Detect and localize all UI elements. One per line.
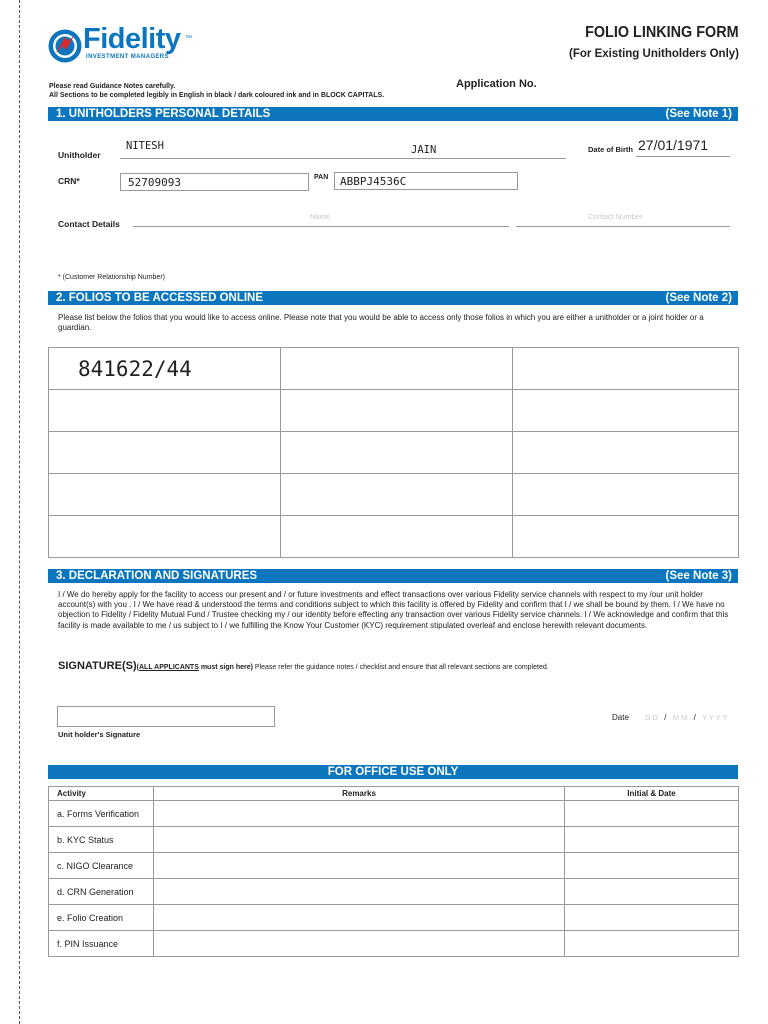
section-3-title: 3. DECLARATION AND SIGNATURES (56, 570, 258, 582)
crn-label: CRN* (58, 176, 80, 186)
folio-cell[interactable] (513, 348, 739, 390)
folio-cell[interactable] (281, 432, 513, 474)
unitholder-first-name: NITESH (126, 140, 164, 152)
office-use-title: FOR OFFICE USE ONLY (327, 766, 459, 778)
office-row (49, 853, 739, 879)
folio-cell[interactable] (513, 516, 739, 558)
folios-table (48, 347, 739, 558)
section-1-header (48, 107, 738, 121)
date-field[interactable] (612, 713, 728, 722)
office-row (49, 801, 739, 827)
office-use-header (48, 765, 738, 779)
contact-number-line[interactable] (516, 226, 730, 227)
unitholder-last-name: JAIN (411, 144, 437, 156)
folio-number (281, 357, 310, 381)
section-2-title: 2. FOLIOS TO BE ACCESSED ONLINE (56, 292, 264, 304)
form-title: FOLIO LINKING FORM (585, 24, 739, 41)
fidelity-globe-icon (47, 28, 83, 64)
date-mm: M M (672, 713, 688, 722)
cut-line (19, 0, 20, 1024)
section-2-header (48, 291, 738, 305)
folio-number (49, 399, 78, 423)
folio-cell[interactable] (281, 474, 513, 516)
folios-instruction: Please list below the folios that you would like to access online. Please note that you would be able to access only those folios in which you are either a unitholder or a joint holder or a guardian. (58, 313, 704, 333)
office-activity: a. Forms Verification (49, 801, 154, 827)
date-sep-1: / (664, 713, 667, 722)
folio-cell[interactable] (281, 348, 513, 390)
office-remarks-cell[interactable] (154, 931, 565, 957)
fidelity-logo (47, 23, 197, 67)
application-no-label: Application No. (456, 78, 537, 90)
folio-cell[interactable] (513, 390, 739, 432)
signature-instruction-line (58, 656, 549, 674)
office-activity: e. Folio Creation (49, 905, 154, 931)
folio-number (281, 525, 310, 549)
office-initial-date-cell[interactable] (565, 853, 739, 879)
brand-name: Fidelity (83, 23, 181, 55)
folio-number (281, 483, 310, 507)
signature-guidance: Please refer the guidance notes / checklist and ensure that all relevant sections are completed. (252, 664, 549, 671)
contact-details-label: Contact Details (58, 219, 120, 229)
office-remarks-cell[interactable] (154, 905, 565, 931)
guidance-notice-1: Please read Guidance Notes carefully. (49, 83, 176, 90)
form-subtitle: (For Existing Unitholders Only) (569, 48, 739, 60)
folio-number (49, 483, 78, 507)
folio-row (49, 348, 739, 390)
col-initial-date: Initial & Date (565, 787, 739, 801)
folio-cell[interactable] (49, 474, 281, 516)
office-remarks-cell[interactable] (154, 879, 565, 905)
office-row (49, 905, 739, 931)
all-applicants: ALL APPLICANTS (138, 664, 199, 671)
date-sep-2: / (693, 713, 696, 722)
crn-field[interactable] (120, 173, 309, 191)
contact-name-line[interactable] (133, 226, 509, 227)
date-dd: D D (645, 713, 659, 722)
office-initial-date-cell[interactable] (565, 827, 739, 853)
folio-row (49, 474, 739, 516)
signature-paren: ( (136, 664, 139, 671)
office-initial-date-cell[interactable] (565, 801, 739, 827)
crn-value: 52709093 (128, 176, 181, 189)
folio-number (513, 525, 542, 549)
folio-row (49, 432, 739, 474)
folio-cell[interactable] (513, 474, 739, 516)
folio-number (281, 399, 310, 423)
signature-box[interactable] (57, 706, 275, 727)
folio-row (49, 516, 739, 558)
folio-number (513, 399, 542, 423)
office-remarks-cell[interactable] (154, 853, 565, 879)
office-remarks-cell[interactable] (154, 827, 565, 853)
section-3-header (48, 569, 738, 583)
office-row (49, 879, 739, 905)
folio-cell[interactable] (49, 390, 281, 432)
date-label: Date (612, 713, 629, 722)
section-1-note: (See Note 1) (665, 108, 732, 120)
folio-number (513, 441, 542, 465)
folio-number (513, 483, 542, 507)
office-row (49, 931, 739, 957)
contact-number-placeholder: Contact Number (588, 212, 643, 221)
folio-cell[interactable] (281, 516, 513, 558)
signature-heading: SIGNATURE(S) (58, 660, 137, 672)
folio-number (513, 357, 542, 381)
office-initial-date-cell[interactable] (565, 879, 739, 905)
folio-row (49, 390, 739, 432)
pan-value: ABBPJ4536C (340, 175, 407, 188)
section-2-note: (See Note 2) (665, 292, 732, 304)
folio-cell[interactable] (49, 348, 281, 390)
crn-footnote: * (Customer Relationship Number) (58, 274, 165, 281)
brand-tagline: INVESTMENT MANAGERS (86, 54, 169, 60)
dob-value: 27/01/1971 (638, 137, 709, 153)
unitholder-label: Unitholder (58, 150, 101, 160)
folio-cell[interactable] (49, 432, 281, 474)
dob-line[interactable] (636, 156, 730, 157)
trademark: ™ (185, 35, 192, 42)
pan-label: PAN (314, 174, 329, 181)
section-1-title: 1. UNITHOLDERS PERSONAL DETAILS (56, 108, 271, 120)
office-activity: f. PIN Issuance (49, 931, 154, 957)
office-activity: c. NIGO Clearance (49, 853, 154, 879)
folio-number (281, 441, 310, 465)
date-yyyy: Y Y Y Y (702, 713, 728, 722)
folio-number (49, 525, 78, 549)
contact-name-placeholder: Name (310, 212, 331, 221)
dob-label: Date of Birth (588, 145, 633, 154)
office-use-table (48, 786, 739, 957)
col-activity: Activity (49, 787, 154, 801)
col-remarks: Remarks (154, 787, 565, 801)
folio-number (49, 441, 78, 465)
folio-cell[interactable] (281, 390, 513, 432)
office-activity: b. KYC Status (49, 827, 154, 853)
office-remarks-cell[interactable] (154, 801, 565, 827)
guidance-notice-2: All Sections to be completed legibly in English in black / dark coloured ink and in BLOCK CAPITALS. (49, 92, 385, 99)
folio-cell[interactable] (513, 432, 739, 474)
office-initial-date-cell[interactable] (565, 931, 739, 957)
pan-field[interactable] (334, 172, 518, 190)
section-3-note: (See Note 3) (665, 570, 732, 582)
office-row (49, 827, 739, 853)
declaration-text: I / We do hereby apply for the facility to access our present and / or future investments and effect transactions over various Fidelity service channels with respect to my /our unit holder account(s) with you . I / We have read & understood the terms and conditions subject to which this facility is offered by Fidelity and confirm that I / we shall be bound by them. I / We have no objection to Fidelity / Fidelity Mutual Fund / Trustee checking my / our identity before effecting any transaction over various Fidelity service channels. I / We acknowledge and confirm that this facility is made available to me / us subject to I / we fulfilling the Know Your Customer (KYC) requirement stipulated overleaf and enclose herewith relevant documents. (58, 590, 729, 630)
unitholder-name-line[interactable] (120, 158, 566, 159)
folio-number: 841622/44 (78, 356, 192, 381)
folio-cell[interactable] (49, 516, 281, 558)
office-initial-date-cell[interactable] (565, 905, 739, 931)
must-sign-here: must sign here) (198, 664, 253, 671)
office-activity: d. CRN Generation (49, 879, 154, 905)
signature-caption: Unit holder's Signature (58, 730, 141, 739)
